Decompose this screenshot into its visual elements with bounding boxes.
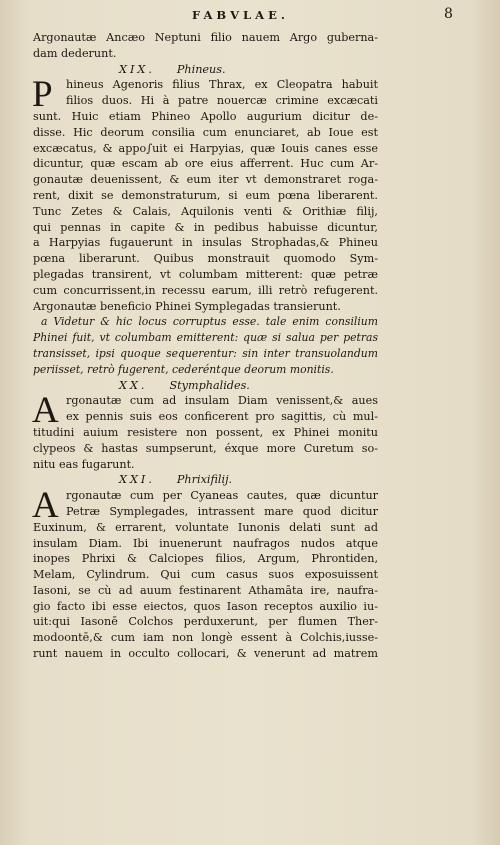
text-line: hineus Agenoris filius Thrax, ex Cleopatra habuit: [66, 78, 378, 92]
text-line: pœna liberarunt. Quibus monstrauit quomodo Sym-: [33, 252, 378, 266]
text-line: inopes Phrixi & Calciopes filios, Argum, Phrontiden,: [33, 552, 378, 566]
note-line: transisset, ipsi quoque sequerentur: sin inter transuolandum: [33, 346, 378, 360]
text-line: Euxinum, & errarent, voluntate Iunonis delati sunt ad: [33, 520, 378, 534]
note-line: Phinei fuit, vt columbam emitterent: quæ si salua per petras: [33, 331, 378, 345]
text-line: modoontē,& cum iam non longè essent à Colchis,iusse-: [33, 631, 378, 645]
note-line: a Videtur & hic locus corruptus esse. tale enim consilium: [41, 315, 378, 329]
text-line: nitu eas fugarunt.: [33, 457, 135, 471]
fable-number: XXI.: [119, 473, 155, 487]
fable-heading-xx: [33, 378, 378, 394]
text-line: dicuntur, quæ escam ab ore eius afferrent. Huc cum Ar-: [33, 157, 378, 171]
fable-heading-xxi: [33, 472, 378, 488]
fable-paragraph-xix: [32, 74, 378, 314]
text-line: Argonautæ Ancæo Neptuni filio nauem Argo guberna-: [33, 31, 378, 44]
text-line: rgonautæ cum per Cyaneas cautes, quæ dicuntur: [66, 489, 378, 503]
running-head: FABVLAE.: [192, 8, 289, 22]
text-line: Melam, Cylindrum. Qui cum casus suos exposuissent: [33, 568, 378, 582]
fable-paragraph-xx: [32, 390, 378, 472]
text-line: ex pennis suis eos conficerent pro sagittis, cù mul-: [66, 410, 378, 424]
text-line: Iasoni, se cù ad auum festinarent Athamāta ire, naufra-: [33, 583, 378, 597]
page-header: [0, 6, 500, 26]
text-line: clypeos & hastas sumpserunt, éxque more Curetum so-: [33, 441, 378, 455]
text-line: plegadas transirent, vt columbam mitterent: quæ petræ: [33, 267, 378, 281]
text-line: gio facto ibi esse eiectos, quos Iason receptos auxilio iu-: [33, 599, 378, 613]
text-line: Tunc Zetes & Calais, Aquilonis venti & Orithiæ filij,: [33, 204, 378, 218]
note-line: periisset, retrò fugerent, cederéntque deorum monitis.: [33, 362, 334, 376]
marginal-note: [33, 314, 378, 377]
text-line: excæcatus, & appo∫uit ei Harpyias, quæ Iouis canes esse: [33, 141, 378, 155]
text-line: insulam Diam. Ibi inuenerunt naufragos nudos atque: [33, 536, 378, 550]
text-line: gonautæ deuenissent, & eum iter vt demonstraret roga-: [33, 173, 378, 187]
text-line: qui pennas in capite & in pedibus habuisse dicuntur,: [33, 220, 378, 234]
text-block: [33, 30, 378, 662]
text-line: Petræ Symplegades, intrassent mare quod dicitur: [66, 504, 378, 518]
fable-number: XX.: [119, 378, 148, 392]
fable-paragraph-xxi: [32, 485, 378, 662]
drop-cap: P: [32, 74, 53, 116]
text-line: a Harpyias fugauerunt in insulas Strophadas,& Phineu: [33, 236, 378, 250]
fable-title: Phineus.: [176, 62, 226, 76]
opening-paragraph: [33, 30, 378, 62]
text-line: titudini auium resistere non possent, ex Phinei monitu: [33, 425, 378, 439]
text-line: Argonautæ beneficio Phinei Symplegadas transierunt.: [33, 299, 341, 313]
text-line: dam dederunt.: [33, 46, 117, 60]
drop-cap: A: [32, 390, 59, 432]
text-line: rgonautæ cum ad insulam Diam venissent,& aues: [66, 394, 378, 408]
fable-title: Phrixifilij.: [176, 473, 233, 487]
fable-number: XIX.: [119, 62, 155, 76]
text-line: sunt. Huic etiam Phineo Apollo augurium dicitur de-: [33, 109, 378, 123]
fable-title: Stymphalides.: [169, 378, 250, 392]
text-line: filios duos. Hi à patre nouercæ crimine excæcati: [66, 94, 378, 108]
text-line: runt nauem in occulto collocari, & venerunt ad matrem: [33, 647, 378, 661]
text-line: disse. Hic deorum consilia cum enunciaret, ab Ioue est: [33, 125, 378, 139]
text-line: uit:qui Iasonē Colchos perduxerunt, per flumen Ther-: [33, 615, 378, 629]
text-line: cum concurrissent,in recessu earum, illi retrò refugerent.: [33, 283, 378, 297]
text-line: rent, dixit se demonstraturum, si eum pœna liberarent.: [33, 188, 378, 202]
fable-heading-xix: [33, 62, 378, 78]
drop-cap: A: [32, 485, 59, 527]
page-number: 8: [444, 6, 453, 22]
